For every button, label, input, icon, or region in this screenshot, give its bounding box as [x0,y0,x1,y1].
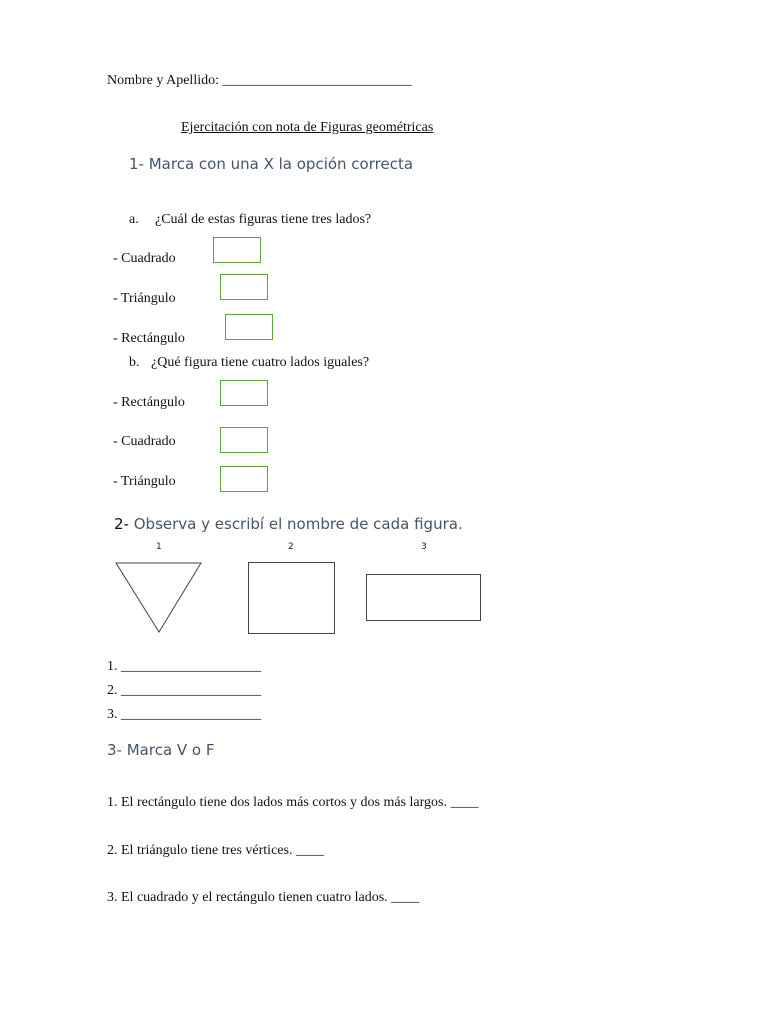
qa-option-rectangulo: - Rectángulo [113,331,185,346]
answer-line-1[interactable]: 1. ____________________ [107,659,261,674]
qb-option-triangulo: - Triángulo [113,474,176,489]
qb-checkbox-rectangulo[interactable] [220,380,268,406]
section1-heading: 1- Marca con una X la opción correcta [129,155,414,173]
qb-checkbox-cuadrado[interactable] [220,427,268,453]
square-figure-icon [248,562,336,635]
figure-label-1: 1 [156,542,162,552]
vf-statement-2[interactable]: 2. El triángulo tiene tres vértices. ____ [107,843,324,858]
question-b-label: b. [129,355,140,370]
section2-heading [114,515,463,533]
triangle-figure-icon [115,562,203,634]
qa-checkbox-cuadrado[interactable] [213,237,261,263]
section2-heading-text: Observa y escribí el nombre de cada figura. [133,515,463,533]
vf-statement-3[interactable]: 3. El cuadrado y el rectángulo tienen cuatro lados. ____ [107,890,420,905]
qa-option-triangulo: - Triángulo [113,291,176,306]
figure-label-2: 2 [288,542,294,552]
answer-line-2[interactable]: 2. ____________________ [107,683,261,698]
question-b-text: ¿Qué figura tiene cuatro lados iguales? [151,355,370,370]
qa-checkbox-rectangulo[interactable] [225,314,273,340]
qa-checkbox-triangulo[interactable] [220,274,268,300]
qb-option-rectangulo: - Rectángulo [113,395,185,410]
question-a-label: a. [129,212,139,227]
section3-heading: 3- Marca V o F [107,741,215,759]
rectangle-figure-icon [366,574,482,622]
qb-checkbox-triangulo[interactable] [220,466,268,492]
qb-option-cuadrado: - Cuadrado [113,434,176,449]
qa-option-cuadrado: - Cuadrado [113,251,176,266]
figure-label-3: 3 [421,542,427,552]
worksheet-title: Ejercitación con nota de Figuras geométricas [181,120,434,135]
answer-line-3[interactable]: 3. ____________________ [107,707,261,722]
vf-statement-1[interactable]: 1. El rectángulo tiene dos lados más cortos y dos más largos. ____ [107,795,479,810]
question-a-text: ¿Cuál de estas figuras tiene tres lados? [155,212,372,227]
section2-heading-number: 2- [114,515,129,533]
name-line[interactable]: Nombre y Apellido: ___________________________ [107,73,412,88]
